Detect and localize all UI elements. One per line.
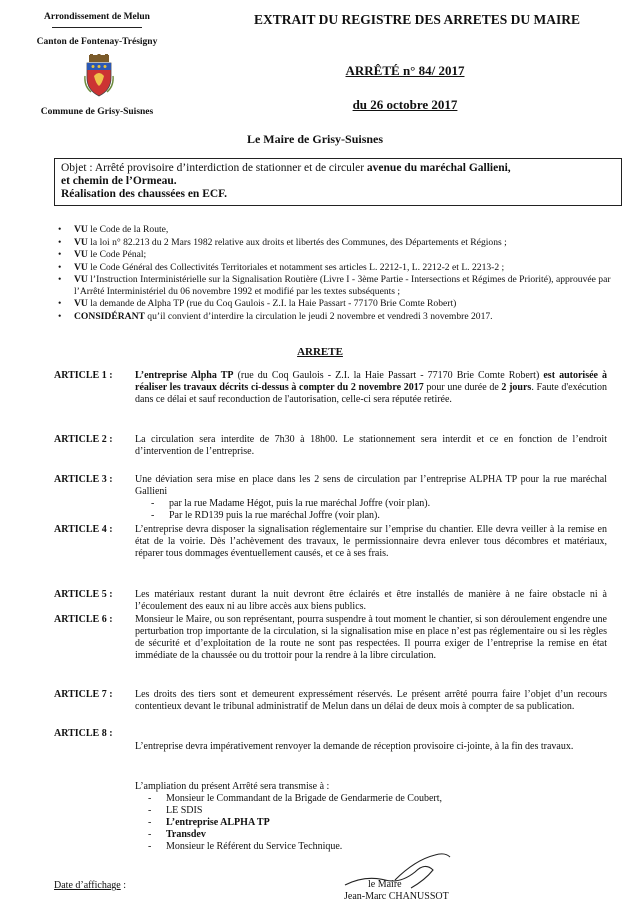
- vu-text: la demande de Alpha TP (rue du Coq Gaulois - Z.I. la Haie Passart - 77170 Brie Comte Robert): [87, 298, 457, 309]
- ampliation-recipient: - LE SDIS: [148, 805, 203, 816]
- article-1-company: L’entreprise Alpha TP: [135, 370, 234, 381]
- article-5-text: Les matériaux restant durant la nuit devront être éclairés et être installés de manière à ne faire obstacle ni à l’écoulement des eaux ni au libre accès aux biens publics.: [135, 589, 607, 612]
- document-main-title: EXTRAIT DU REGISTRE DES ARRETES DU MAIRE: [253, 12, 581, 27]
- mayor-heading: Le Maire de Grisy-Suisnes: [246, 132, 384, 146]
- coat-of-arms-emblem: [84, 54, 114, 98]
- vu-lead: VU: [74, 236, 88, 248]
- article-1-text: [135, 370, 607, 406]
- arrete-heading: ARRETE: [297, 346, 343, 358]
- vu-item: [58, 262, 614, 274]
- article-3-label: ARTICLE 3 :: [54, 474, 113, 485]
- ampliation-recipient: - Monsieur le Commandant de la Brigade de Gendarmerie de Coubert,: [148, 793, 443, 804]
- vu-lead: VU: [74, 298, 88, 309]
- article-1-label: ARTICLE 1 :: [54, 370, 113, 381]
- arrete-date: du 26 octobre 2017: [352, 97, 458, 112]
- vu-text: la loi n° 82.213 du 2 Mars 1982 relative aux droits et libertés des Communes, des Départements et Régions ;: [87, 236, 507, 248]
- vu-text: le Code Général des Collectivités Territoriales et notamment ses articles L. 2212-1, L. 2212-2 et L. 2213-2 ;: [87, 261, 505, 273]
- objet-street: avenue du maréchal Gallieni,: [366, 162, 511, 174]
- article-4-text: L’entreprise devra disposer la signalisation réglementaire sur l’emprise du chantier. Elle devra veiller à la remise en état de la voirie. Dès l’achèvement des travaux, le permissionnaire devra enlever tous décombres et matériaux, réparer tous dommages éventuellement causés, et ce à ses frais.: [135, 524, 607, 559]
- arrete-number: ARRÊTÉ n° 84/ 2017: [345, 63, 465, 78]
- bullet-icon: •: [58, 310, 62, 322]
- article-1-address: (rue du Coq Gaulois - Z.I. la Haie Passart - 77170 Brie Comte Robert): [233, 370, 540, 381]
- vu-lead: CONSIDÉRANT: [74, 310, 145, 322]
- article-3-block: [135, 474, 607, 522]
- ampliation-recipient: - L’entreprise ALPHA TP: [148, 817, 270, 828]
- objet-prefix: Objet : Arrêté provisoire d’interdiction de stationner et de circuler: [61, 162, 367, 174]
- article-7-label: ARTICLE 7 :: [54, 689, 113, 700]
- article-3-text: Une déviation sera mise en place dans les 2 sens de circulation par l’entreprise ALPHA TP pour la rue maréchal Gallieni: [135, 474, 607, 497]
- article-8-label: ARTICLE 8 :: [54, 728, 113, 739]
- commune-label: Commune de Grisy-Suisnes: [40, 107, 154, 117]
- vu-lead: VU: [74, 224, 88, 235]
- ampliation-recipient: - Transdev: [148, 829, 206, 840]
- article-1-days: 2 jours: [501, 382, 532, 393]
- article-1-duration-prefix: pour une durée de: [423, 382, 502, 393]
- affichage-label: Date d’affichage: [54, 880, 121, 891]
- vu-lead: VU: [74, 261, 88, 273]
- vu-item: [58, 311, 614, 323]
- ampliation-recipient: - Monsieur le Référent du Service Technique.: [148, 841, 343, 852]
- vu-item: [58, 224, 614, 236]
- bullet-icon: •: [58, 261, 62, 273]
- vu-item: [58, 249, 614, 261]
- vu-text: le Code de la Route,: [87, 224, 169, 235]
- vu-item: [58, 237, 614, 249]
- ampliation-list: [144, 793, 604, 853]
- ampliation-intro: L’ampliation du présent Arrêté sera transmise à :: [135, 781, 330, 792]
- header-divider: [52, 27, 142, 28]
- arrondissement-label: Arrondissement de Melun: [44, 12, 150, 22]
- article-3-detour-2: - Par le RD139 puis la rue maréchal Joffre (voir plan).: [151, 510, 380, 521]
- bullet-icon: •: [58, 249, 62, 260]
- vu-text: l’Instruction Interministérielle sur la Signalisation Routière (Livre I - 3ème Partie - Intersections et Régimes de Priorité), approuvée par l’Arrêté Interministériel du 06 novembre 1992 et modifié par les textes subséquents ;: [74, 274, 611, 297]
- canton-label: Canton de Fontenay-Trésigny: [36, 37, 158, 47]
- article-5-label: ARTICLE 5 :: [54, 589, 113, 600]
- vu-list: [58, 224, 614, 323]
- bullet-icon: •: [58, 224, 62, 235]
- article-2-text: La circulation sera interdite de 7h30 à 18h00. Le stationnement sera interdit et ce en fonction de l’endroit d’intervention de l’entreprise.: [135, 434, 607, 457]
- affichage-date: Date d’affichage :: [54, 880, 126, 891]
- objet-line-3: Réalisation des chaussées en ECF.: [61, 188, 228, 201]
- signature-title: le Maire: [368, 879, 402, 890]
- article-2-label: ARTICLE 2 :: [54, 434, 113, 445]
- bullet-icon: •: [58, 298, 62, 309]
- vu-text: qu’il convient d’interdire la circulation le jeudi 2 novembre et vendredi 3 novembre 2017.: [144, 310, 493, 322]
- vu-lead: VU: [74, 274, 88, 285]
- signature-name: Jean-Marc CHANUSSOT: [344, 891, 449, 902]
- article-7-text: Les droits des tiers sont et demeurent expressément réservés. Le présent arrêté pourra faire l’objet d’un recours contentieux devant le tribunal administratif de Melun dans un délai de deux mois à compter de sa publication.: [135, 689, 607, 712]
- bullet-icon: •: [58, 236, 62, 248]
- article-6-text: Monsieur le Maire, ou son représentant, pourra suspendre à tout moment le chantier, si son déroulement engendre une perturbation trop importante de la circulation, si la signalisation mise en place n’est pas réglementaire ou si les règles de sécurité et d’exploitation de la route ne sont pas respectées. Il pourra exiger de l’entreprise la remise en état immédiate de la chaussée ou du trottoir pour la rendre à la libre circulation.: [135, 614, 607, 661]
- article-4-label: ARTICLE 4 :: [54, 524, 113, 535]
- objet-box: [54, 158, 622, 206]
- vu-item: [58, 274, 614, 297]
- article-6-label: ARTICLE 6 :: [54, 614, 113, 625]
- article-3-detour-1: - par la rue Madame Hégot, puis la rue maréchal Joffre (voir plan).: [151, 498, 431, 509]
- vu-lead: VU: [74, 249, 88, 260]
- article-1-rest: . Faute d'exécution dans ce délai et sauf reconduction de l'autorisation, celle-ci sera réputée retirée.: [135, 382, 608, 405]
- bullet-icon: •: [58, 274, 62, 285]
- vu-item: [58, 298, 614, 310]
- article-8-text: L’entreprise devra impérativement renvoyer la demande de réception provisoire ci-jointe, à la fin des travaux.: [135, 741, 574, 752]
- article-1-authorization: est autorisée à réaliser les travaux décrits ci-dessus à compter du 2 novembre 2017: [135, 370, 608, 393]
- vu-text: le Code Pénal;: [87, 249, 147, 260]
- objet-line-2: et chemin de l’Ormeau.: [61, 175, 177, 188]
